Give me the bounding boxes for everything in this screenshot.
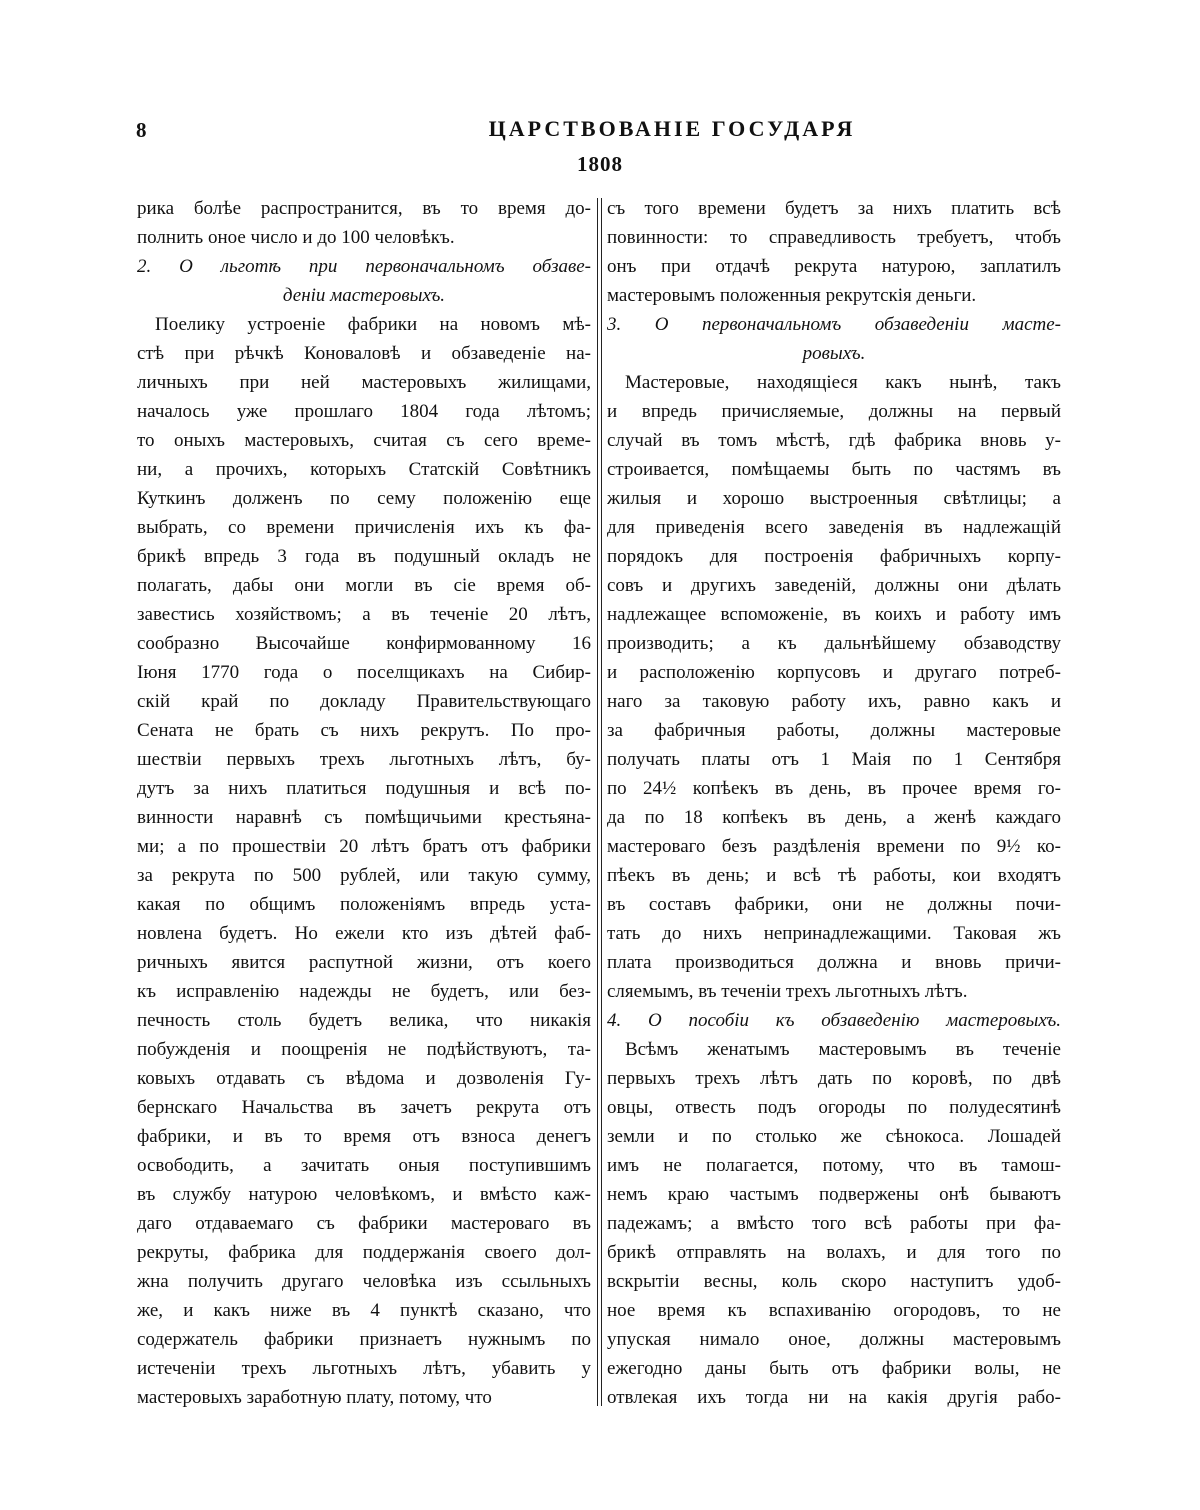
text-line: получать платы отъ 1 Маія по 1 Сентября xyxy=(607,749,1061,770)
text-line: мастеровымъ положенныя рекрутскія деньги. xyxy=(607,285,977,306)
text-line: упуская нимало оное, должны мастеровымъ xyxy=(607,1329,1061,1350)
section-heading-line: 3. О первоначальномъ обзаведеніи масте- xyxy=(607,314,1061,335)
text-line: какая по общимъ положеніямъ впредь уста- xyxy=(137,894,591,915)
text-line: случай въ томъ мѣстѣ, гдѣ фабрика вновь у- xyxy=(607,430,1061,451)
text-line: освободить, а зачитать оныя поступившимъ xyxy=(137,1155,591,1176)
section-heading-line: ровыхъ. xyxy=(802,343,866,364)
text-line: же, и какъ ниже въ 4 пунктѣ сказано, что xyxy=(137,1300,591,1321)
text-line: новлена будетъ. Но ежели кто изъ дѣтей фаб- xyxy=(137,923,591,944)
text-line: выбрать, со времени причисленія ихъ къ фа- xyxy=(137,517,591,538)
text-line: Всѣмъ женатымъ мастеровымъ въ теченіе xyxy=(625,1039,1061,1060)
text-line: имъ не полагается, потому, что въ тамош- xyxy=(607,1155,1061,1176)
text-line: по 24½ копѣекъ въ день, въ прочее время го- xyxy=(607,778,1061,799)
text-line: началось уже прошлаго 1804 года лѣтомъ; xyxy=(137,401,591,422)
text-line: первыхъ трехъ лѣтъ дать по коровѣ, по двѣ xyxy=(607,1068,1061,1089)
running-title: ЦАРСТВОВАНІЕ ГОСУДАРЯ xyxy=(488,116,856,141)
text-line: полагать, дабы они могли въ сіе время об- xyxy=(137,575,591,596)
text-line: шествіи первыхъ трехъ льготныхъ лѣтъ, бу- xyxy=(137,749,591,770)
text-line: отвлекая ихъ тогда ни на какія другія рабо- xyxy=(607,1387,1061,1408)
text-line: строивается, помѣщаемы быть по частямъ въ xyxy=(607,459,1061,480)
text-line: мастеровыхъ заработную плату, потому, что xyxy=(137,1387,492,1408)
year-heading: 1808 xyxy=(577,152,623,176)
text-line: завестись хозяйствомъ; а въ теченіе 20 лѣтъ, xyxy=(137,604,591,625)
text-line: содержатель фабрики признаетъ нужнымъ по xyxy=(137,1329,591,1350)
text-line: ежегодно даны быть отъ фабрики волы, не xyxy=(607,1358,1061,1379)
text-line: побужденія и поощренія не подѣйствуютъ, та- xyxy=(137,1039,591,1060)
text-line: личныхъ при ней мастеровыхъ жилищами, xyxy=(137,372,591,393)
text-line: совъ и другихъ заведеній, должны они дѣлать xyxy=(607,575,1061,596)
text-line: наго за таковую работу ихъ, равно какъ и xyxy=(607,691,1061,712)
text-line: въ составъ фабрики, они не должны почи- xyxy=(607,894,1061,915)
text-line: вскрытіи весны, коль скоро наступитъ удоб- xyxy=(607,1271,1061,1292)
column-divider xyxy=(597,198,598,1406)
text-line: печность столь будетъ велика, что никакія xyxy=(137,1010,591,1031)
text-line: въ службу натурою человѣкомъ, и вмѣсто каж- xyxy=(137,1184,591,1205)
text-line: сообразно Высочайше конфирмованному 16 xyxy=(137,633,591,654)
text-line: для приведенія всего заведенія въ надлежащій xyxy=(607,517,1061,538)
text-line: плата производиться должна и вновь причи- xyxy=(607,952,1061,973)
text-line: и расположенію корпусовъ и другаго потреб- xyxy=(607,662,1061,683)
text-line: сляемымъ, въ теченіи трехъ льготныхъ лѣтъ. xyxy=(607,981,968,1002)
text-line: рика болѣе распространится, въ то время до- xyxy=(137,198,591,219)
text-line: жилыя и хорошо выстроенныя свѣтлицы; а xyxy=(607,488,1061,509)
text-line: порядокъ для построенія фабричныхъ корпу- xyxy=(607,546,1061,567)
text-line: винности наравнѣ съ помѣщичьими крестьяна- xyxy=(137,807,591,828)
text-line: производить; а къ дальнѣйшему обзаводству xyxy=(607,633,1061,654)
text-line: за фабричныя работы, должны мастеровые xyxy=(607,720,1061,741)
text-line: падежамъ; а вмѣсто того всѣ работы при фа- xyxy=(607,1213,1061,1234)
text-line: овцы, отвесть подъ огороды по полудесятинѣ xyxy=(607,1097,1061,1118)
text-line: съ того времени будетъ за нихъ платить всѣ xyxy=(607,198,1061,219)
text-line: полнить оное число и до 100 человѣкъ. xyxy=(137,227,455,248)
text-line: дутъ за нихъ платиться подушныя и всѣ по- xyxy=(137,778,591,799)
column-divider xyxy=(601,198,602,1406)
section-heading-line: деніи мастеровыхъ. xyxy=(282,285,446,306)
text-line: къ исправленію надежды не будетъ, или без- xyxy=(137,981,591,1002)
text-line: надлежащее вспоможеніе, въ коихъ и работу имъ xyxy=(607,604,1061,625)
text-line: за рекрута по 500 рублей, или такую сумму, xyxy=(137,865,591,886)
text-line: ное время къ вспахиванію огородовъ, то не xyxy=(607,1300,1061,1321)
text-line: жна получить другаго человѣка изъ ссыльныхъ xyxy=(137,1271,591,1292)
page-number: 8 xyxy=(136,118,147,142)
text-line: повинности: то справедливость требуетъ, чтобъ xyxy=(607,227,1061,248)
text-line: фабрики, и въ то время отъ взноса денегъ xyxy=(137,1126,591,1147)
text-line: Сената не брать съ нихъ рекрутъ. По про- xyxy=(137,720,591,741)
text-line: Іюня 1770 года о поселщикахъ на Сибир- xyxy=(137,662,591,683)
text-line: онъ при отдачѣ рекрута натурою, заплатилъ xyxy=(607,256,1061,277)
text-line: стѣ при рѣчкѣ Коноваловѣ и обзаведеніе на- xyxy=(137,343,591,364)
right-column xyxy=(607,194,1061,1412)
text-line: даго отдаваемаго съ фабрики мастероваго въ xyxy=(137,1213,591,1234)
text-line: ковыхъ отдавать съ вѣдома и дозволенія Гу- xyxy=(137,1068,591,1089)
text-line: скій край по докладу Правительствующаго xyxy=(137,691,591,712)
text-line: земли и по столько же сѣнокоса. Лошадей xyxy=(607,1126,1061,1147)
text-line: бернскаго Начальства въ зачетъ рекрута отъ xyxy=(137,1097,591,1118)
text-line: Куткинъ долженъ по сему положенію еще xyxy=(137,488,591,509)
text-line: немъ краю частымъ подвержены онѣ бываютъ xyxy=(607,1184,1061,1205)
text-line: мастероваго безъ раздѣленія времени по 9½ ко- xyxy=(607,836,1061,857)
text-line: ни, а прочихъ, которыхъ Статскій Совѣтникъ xyxy=(137,459,591,480)
text-line: Мастеровые, находящіеся какъ нынѣ, такъ xyxy=(625,372,1061,393)
text-line: ричныхъ явится распутной жизни, отъ коего xyxy=(137,952,591,973)
text-line: да по 18 копѣекъ въ день, а женѣ каждаго xyxy=(607,807,1061,828)
text-line: то оныхъ мастеровыхъ, считая съ сего време- xyxy=(137,430,591,451)
section-heading-line: 2. О льготѣ при первоначальномъ обзаве- xyxy=(137,256,591,277)
text-line: брикѣ впредь 3 года въ подушный окладъ не xyxy=(137,546,591,567)
left-column xyxy=(137,194,591,1412)
section-heading-line: 4. О пособіи къ обзаведенію мастеровыхъ. xyxy=(607,1010,1061,1031)
text-line: пѣекъ въ день; и всѣ тѣ работы, кои входятъ xyxy=(607,865,1061,886)
text-line: и впредь причисляемые, должны на первый xyxy=(607,401,1061,422)
text-line: рекруты, фабрика для поддержанія своего дол- xyxy=(137,1242,591,1263)
text-line: ми; а по прошествіи 20 лѣтъ братъ отъ фабрики xyxy=(137,836,591,857)
text-line: брикѣ отправлять на волахъ, и для того по xyxy=(607,1242,1061,1263)
text-line: тать до нихъ непринадлежащими. Таковая жъ xyxy=(607,923,1061,944)
text-line: истеченіи трехъ льготныхъ лѣтъ, убавить у xyxy=(137,1358,591,1379)
text-line: Поелику устроеніе фабрики на новомъ мѣ- xyxy=(155,314,591,335)
